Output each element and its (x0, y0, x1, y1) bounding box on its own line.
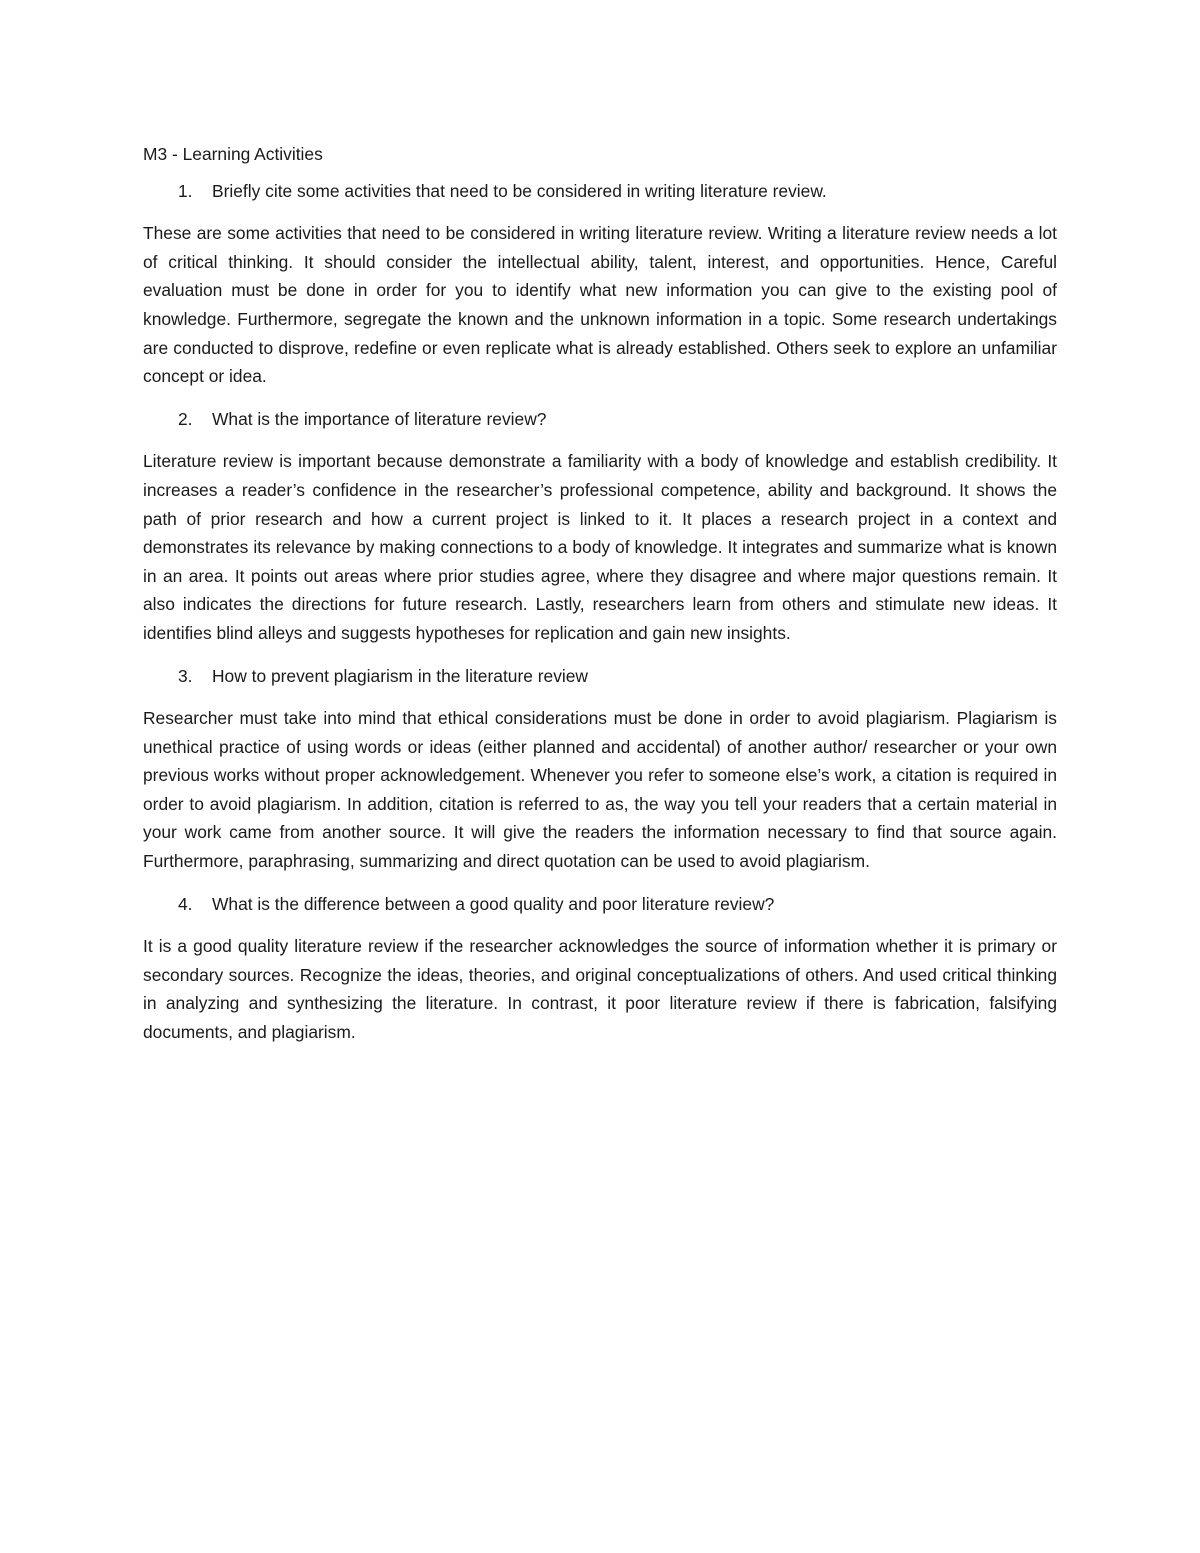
question-number: 4. (178, 893, 193, 914)
question-text: Briefly cite some activities that need to be considered in writing literature review. (212, 180, 827, 201)
answer-paragraph: These are some activities that need to be considered in writing literature review. Writing a literature review needs a lot of critical thinking. It should consider the intellectual ability, talent, interest, and opportunities. Hence, Careful evaluation must be done in order for you to identify what new information you can give to the existing pool of knowledge. Furthermore, segregate the known and the unknown information in a topic. Some research undertakings are conducted to disprove, redefine or even replicate what is already established. Others seek to explore an unfamiliar concept or idea. (143, 223, 1057, 387)
answer-paragraph: Literature review is important because demonstrate a familiarity with a body of knowledge and establish credibility. It increases a reader’s confidence in the researcher’s professional competence, ability and background. It shows the path of prior research and how a current project is linked to it. It places a research project in a context and demonstrates its relevance by making connections to a body of knowledge. It integrates and summarize what is known in an area. It points out areas where prior studies agree, where they disagree and where major questions remain. It also indicates the directions for future research. Lastly, researchers learn from others and stimulate new ideas. It identifies blind alleys and suggests hypotheses for replication and gain new insights. (143, 451, 1057, 643)
question-text: What is the importance of literature review? (212, 408, 547, 429)
question-number: 3. (178, 665, 193, 686)
answer-paragraph: It is a good quality literature review if the researcher acknowledges the source of information whether it is primary or secondary sources. Recognize the ideas, theories, and original conceptualizations of others. And used critical thinking in analyzing and synthesizing the literature. In contrast, it poor literature review if there is fabrication, falsifying documents, and plagiarism. (143, 936, 1057, 1043)
question-item (143, 405, 1057, 434)
question-text: What is the difference between a good quality and poor literature review? (212, 893, 775, 914)
question-text: How to prevent plagiarism in the literature review (212, 665, 588, 686)
answer-paragraph: Researcher must take into mind that ethical considerations must be done in order to avoid plagiarism. Plagiarism is unethical practice of using words or ideas (either planned and accidental) of another author/ researcher or your own previous works without proper acknowledgement. Whenever you refer to someone else’s work, a citation is required in order to avoid plagiarism. In addition, citation is referred to as, the way you tell your readers that a certain material in your work came from another source. It will give the readers the information necessary to find that source again. Furthermore, paraphrasing, summarizing and direct quotation can be used to avoid plagiarism. (143, 708, 1057, 872)
question-number: 2. (178, 408, 193, 429)
document-body (143, 140, 1057, 1061)
question-number: 1. (178, 180, 193, 201)
document-title: M3 - Learning Activities (143, 144, 323, 164)
question-item (143, 177, 1057, 206)
question-item (143, 890, 1057, 919)
question-item (143, 662, 1057, 691)
